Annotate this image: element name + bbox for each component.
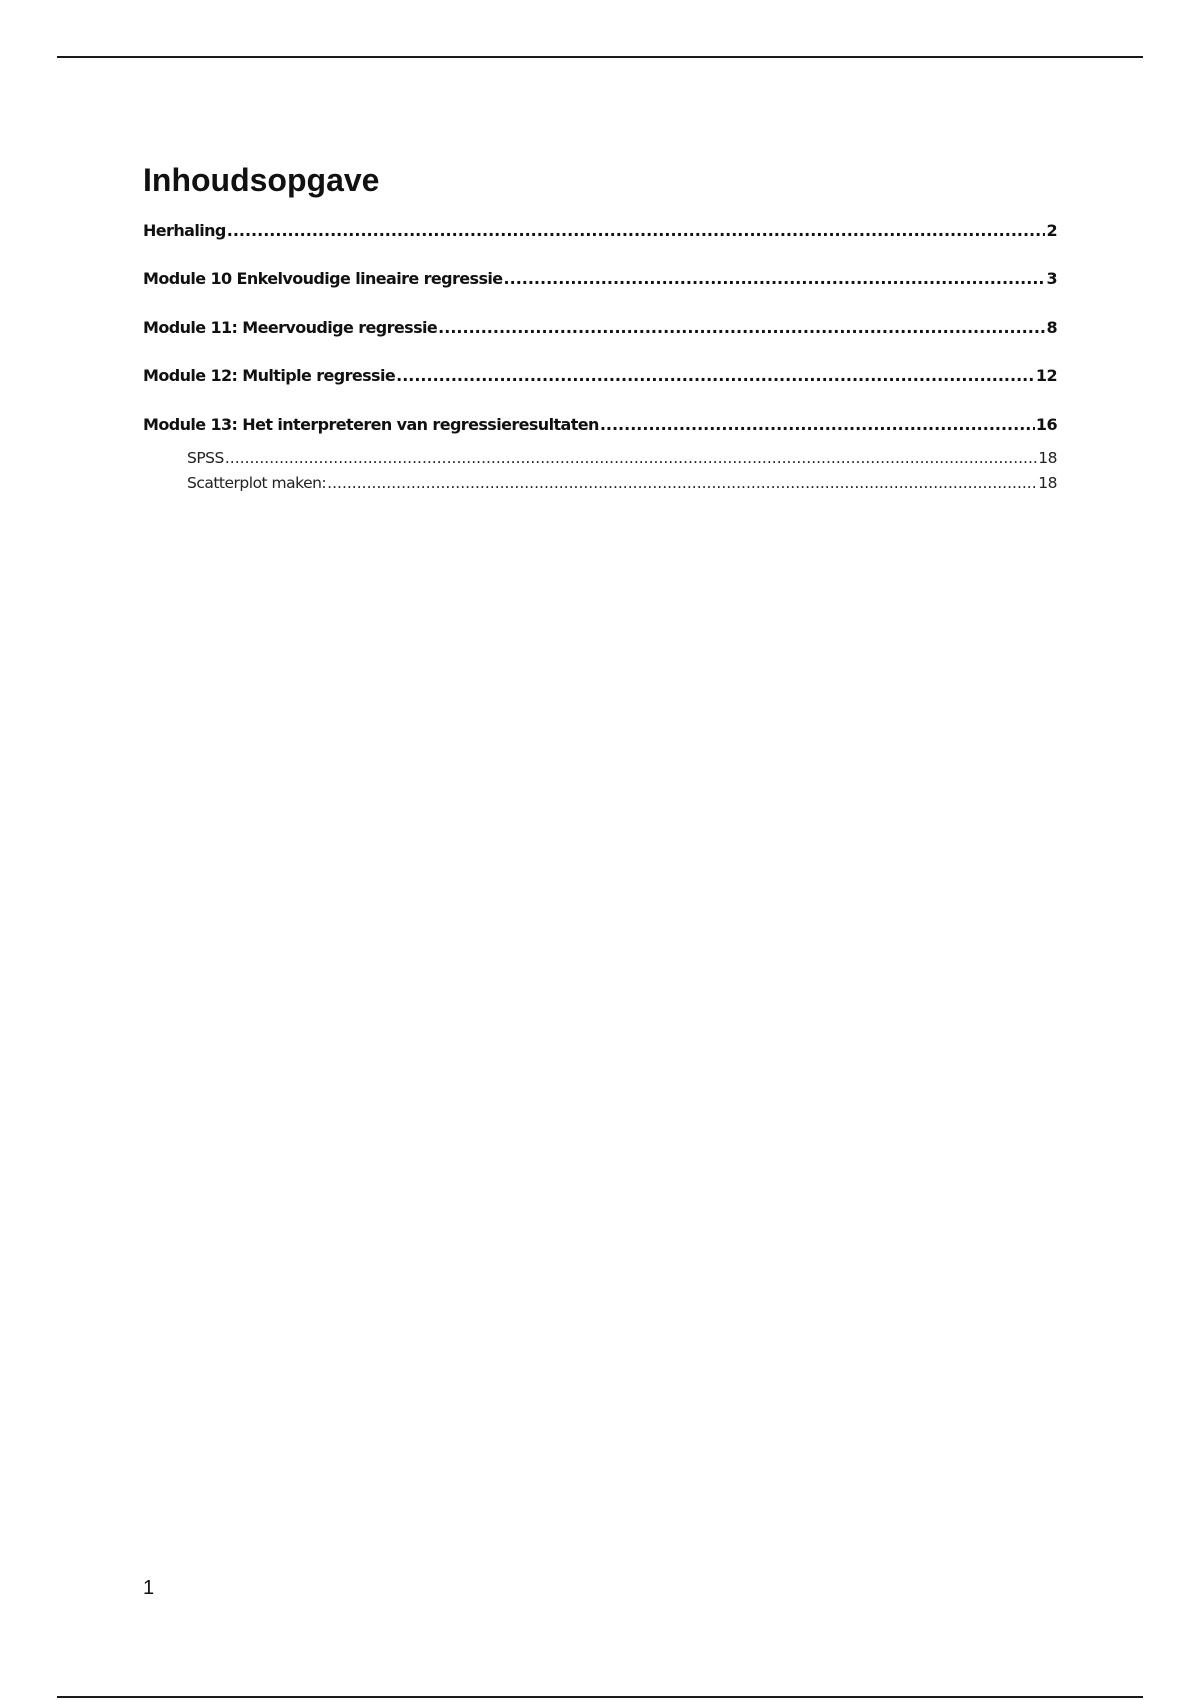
toc-entry-scatterplot-maken[interactable] — [187, 472, 1057, 494]
toc-entry-herhaling[interactable] — [143, 220, 1057, 242]
toc-entry-module-13[interactable] — [143, 414, 1057, 436]
toc-entry-page: 18 — [1038, 448, 1057, 467]
toc-entry-page: 16 — [1035, 414, 1057, 434]
toc-entry-module-11[interactable] — [143, 317, 1057, 339]
toc-dot-leader — [225, 447, 1037, 469]
toc-entry-page: 18 — [1038, 473, 1057, 492]
toc-dot-leader — [396, 365, 1035, 387]
toc-entry-label: Module 13: Het interpreteren van regressieresultaten — [143, 414, 599, 434]
toc-entry-label: Module 11: Meervoudige regressie — [143, 317, 438, 337]
toc-entry-page: 3 — [1046, 269, 1057, 289]
toc-entry-label: Herhaling — [143, 220, 226, 240]
toc-dot-leader — [438, 317, 1045, 339]
toc-entry-label: Module 12: Multiple regressie — [143, 366, 396, 386]
toc-entry-page: 8 — [1046, 317, 1057, 337]
header-rule — [57, 56, 1143, 58]
toc-entry-label: Module 10 Enkelvoudige lineaire regressie — [143, 269, 503, 289]
toc-entry-page: 12 — [1035, 366, 1057, 386]
toc-dot-leader — [227, 220, 1046, 242]
toc-entry-page: 2 — [1046, 220, 1057, 240]
toc-entry-module-10[interactable] — [143, 268, 1057, 290]
toc-dot-leader — [327, 472, 1037, 494]
toc-title: Inhoudsopgave — [143, 162, 380, 198]
toc-dot-leader — [600, 414, 1035, 436]
page-number: 1 — [143, 1577, 155, 1599]
table-of-contents — [143, 162, 1057, 497]
toc-entry-label: Scatterplot maken: — [187, 473, 327, 492]
footer-rule — [57, 1696, 1143, 1698]
toc-entry-label: SPSS — [187, 448, 224, 467]
toc-entry-spss[interactable] — [187, 447, 1057, 469]
toc-entry-module-12[interactable] — [143, 365, 1057, 387]
toc-dot-leader — [504, 268, 1046, 290]
